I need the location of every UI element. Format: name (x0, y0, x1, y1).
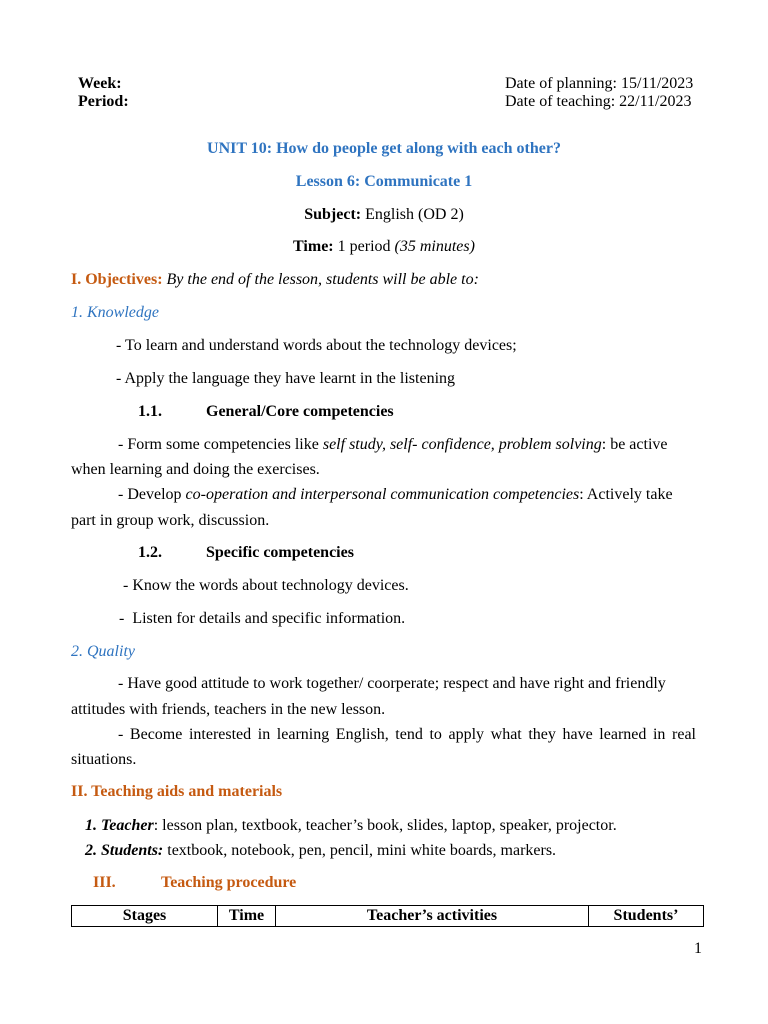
general-p2-text: - Develop (118, 486, 186, 503)
subject-value: English (OD 2) (361, 206, 464, 223)
objectives-line (71, 271, 479, 289)
teacher-materials (85, 817, 617, 835)
specific-heading: Specific competencies (206, 544, 354, 561)
quality-paragraph-1: - Have good attitude to work together/ coorperate; respect and have right and friendly (118, 675, 666, 692)
period-label: Period: (78, 93, 129, 110)
time-value: 1 period (333, 238, 395, 255)
teacher-label: Teacher (101, 817, 154, 834)
objectives-heading: I. Objectives: (71, 271, 163, 288)
general-paragraph-2 (118, 486, 673, 504)
specific-item: - Know the words about technology devices. (123, 577, 409, 594)
week-label: Week: (78, 75, 122, 92)
time-label: Time: (293, 238, 334, 255)
general-number: 1.1. (138, 403, 162, 420)
general-p2-italic: co-operation and interpersonal communication competencies (185, 486, 580, 503)
students-text: textbook, notebook, pen, pencil, mini white boards, markers. (163, 842, 557, 859)
students-number: 2. (85, 842, 101, 859)
column-header-students: Students’ (589, 906, 704, 927)
general-p1-text: - Form some competencies like (118, 436, 323, 453)
quality-paragraph-2-cont: situations. (71, 751, 137, 768)
date-of-teaching: Date of teaching: 22/11/2023 (505, 93, 692, 110)
time-duration: (35 minutes) (394, 238, 475, 255)
general-paragraph-1-cont: when learning and doing the exercises. (71, 461, 320, 478)
students-label: Students: (101, 842, 164, 859)
specific-item: - Listen for details and specific information. (119, 610, 406, 627)
subject-label: Subject: (304, 206, 362, 223)
quality-paragraph-2: - Become interested in learning English, tend to apply what they have learned in real (118, 726, 696, 743)
general-paragraph-2-cont: part in group work, discussion. (71, 512, 270, 529)
date-of-planning: Date of planning: 15/11/2023 (505, 75, 694, 92)
table-header-row (72, 906, 704, 927)
page-number: 1 (694, 940, 702, 957)
procedure-table (71, 905, 704, 927)
general-paragraph-1 (118, 436, 668, 454)
unit-title: UNIT 10: How do people get along with each other? (207, 140, 561, 157)
column-header-teacher-activities: Teacher’s activities (276, 906, 589, 927)
general-heading: General/Core competencies (206, 403, 394, 420)
quality-heading: 2. Quality (71, 643, 135, 660)
student-materials (85, 842, 556, 860)
general-p2-tail: : Actively take (579, 486, 673, 503)
knowledge-heading: 1. Knowledge (71, 304, 159, 321)
teacher-number: 1. (85, 817, 101, 834)
general-p1-tail: : be active (601, 436, 668, 453)
aids-heading: II. Teaching aids and materials (71, 783, 283, 800)
quality-paragraph-1-cont: attitudes with friends, teachers in the new lesson. (71, 701, 386, 718)
objectives-intro: By the end of the lesson, students will be able to: (162, 271, 479, 288)
knowledge-item: - Apply the language they have learnt in the listening (116, 370, 456, 387)
subject-line (0, 206, 768, 224)
teacher-text: : lesson plan, textbook, teacher’s book, slides, laptop, speaker, projector. (153, 817, 617, 834)
time-line (0, 238, 768, 256)
column-header-time: Time (218, 906, 276, 927)
general-p1-italic: self study, self- confidence, problem solving (322, 436, 602, 453)
lesson-title: Lesson 6: Communicate 1 (295, 173, 473, 190)
column-header-stages: Stages (72, 906, 218, 927)
procedure-number: III. (93, 874, 116, 891)
knowledge-item: - To learn and understand words about the technology devices; (116, 337, 517, 354)
specific-number: 1.2. (138, 544, 162, 561)
procedure-heading: Teaching procedure (161, 874, 297, 891)
